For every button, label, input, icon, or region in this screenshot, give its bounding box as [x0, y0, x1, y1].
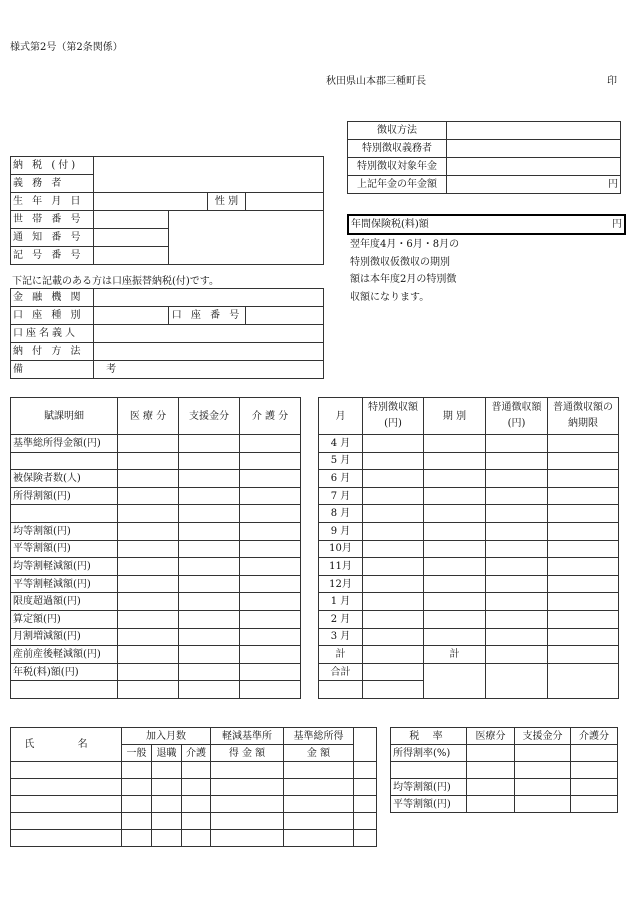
- cell[interactable]: [548, 435, 619, 453]
- member-row: [11, 779, 377, 796]
- base-income-header-2: 金 額: [284, 745, 354, 762]
- assessment-row-label: 産前産後軽減額(円): [11, 646, 118, 664]
- cell[interactable]: [122, 779, 152, 796]
- bank-table: [10, 288, 324, 379]
- blank-header: [354, 728, 377, 762]
- cell[interactable]: [424, 575, 486, 593]
- assessment-table: [10, 397, 301, 699]
- notice-line: 翌年度4月・6月・8月の: [350, 239, 460, 250]
- cell[interactable]: [179, 558, 240, 576]
- cell[interactable]: [486, 628, 548, 646]
- seal-mark: 印: [607, 76, 617, 87]
- birth-date-value[interactable]: [94, 193, 208, 211]
- cell[interactable]: [363, 558, 424, 576]
- month-label: 3 月: [319, 628, 363, 646]
- rate-support-header: 支援金分: [515, 728, 571, 745]
- month-label: 2 月: [319, 610, 363, 628]
- cell[interactable]: [240, 628, 301, 646]
- cell[interactable]: [548, 593, 619, 611]
- cell[interactable]: [118, 435, 179, 453]
- collection-info-table: [347, 121, 621, 194]
- collection-row: [348, 158, 621, 176]
- payment-method-label: 納 付 方 法: [11, 343, 94, 361]
- special-amount-header: 特別徴収額 (円): [363, 398, 424, 435]
- institution-value[interactable]: [94, 289, 324, 307]
- pension-amount-label: 上記年金の年金額: [348, 176, 447, 194]
- cell[interactable]: [118, 593, 179, 611]
- cell[interactable]: [424, 452, 486, 470]
- cell[interactable]: [182, 796, 211, 813]
- month-label: 7 月: [319, 487, 363, 505]
- assessment-row-label: 平等割軽減額(円): [11, 575, 118, 593]
- cell[interactable]: [424, 593, 486, 611]
- cell[interactable]: [284, 830, 354, 847]
- cell[interactable]: [515, 745, 571, 762]
- cell[interactable]: [118, 505, 179, 523]
- notice-line: 額は本年度2月の特別徴: [350, 274, 457, 285]
- cell[interactable]: [122, 813, 152, 830]
- payer-label-2: 義 務 者: [11, 175, 94, 193]
- cell[interactable]: [571, 796, 618, 813]
- cell[interactable]: [11, 813, 122, 830]
- cell[interactable]: [179, 452, 240, 470]
- collection-row: [348, 140, 621, 158]
- month-label: 10月: [319, 540, 363, 558]
- cell[interactable]: [486, 663, 548, 698]
- reduction-base-header: 軽減基準所: [211, 728, 284, 745]
- cell[interactable]: [363, 593, 424, 611]
- remarks-label: 備 考: [11, 361, 94, 379]
- rate-row-label: 平等割額(円): [391, 796, 467, 813]
- cell[interactable]: [424, 663, 486, 698]
- cell[interactable]: [363, 681, 424, 699]
- withholder-value[interactable]: [447, 140, 621, 158]
- reduction-base-header-2: 得 金 額: [211, 745, 284, 762]
- account-number-value[interactable]: [246, 307, 324, 325]
- medical-header: 医 療 分: [118, 398, 179, 435]
- cell[interactable]: [424, 610, 486, 628]
- cell[interactable]: [122, 830, 152, 847]
- cell[interactable]: [319, 681, 363, 699]
- cell[interactable]: [152, 779, 182, 796]
- cell[interactable]: [179, 435, 240, 453]
- cell[interactable]: [240, 663, 301, 681]
- cell[interactable]: [211, 762, 284, 779]
- rate-care-header: 介護分: [571, 728, 618, 745]
- month-label: 9 月: [319, 522, 363, 540]
- payer-label: 納 税 (付): [11, 157, 94, 175]
- month-label: 11月: [319, 558, 363, 576]
- cell[interactable]: [179, 610, 240, 628]
- cell[interactable]: [179, 663, 240, 681]
- month-label: 8 月: [319, 505, 363, 523]
- cell[interactable]: [182, 830, 211, 847]
- member-row: [11, 813, 377, 830]
- cell[interactable]: [571, 779, 618, 796]
- member-row: [11, 830, 377, 847]
- cell[interactable]: [548, 540, 619, 558]
- assessment-row-label: 算定額(円): [11, 610, 118, 628]
- cell[interactable]: [548, 558, 619, 576]
- annual-amount-box: [347, 214, 626, 235]
- assessment-row-label: [11, 505, 118, 523]
- enrollment-months-header: 加入月数: [122, 728, 211, 745]
- cell[interactable]: [11, 762, 122, 779]
- assessment-row-label: 平等割額(円): [11, 540, 118, 558]
- cell[interactable]: [240, 593, 301, 611]
- support-header: 支援金分: [179, 398, 240, 435]
- record-number-value[interactable]: [94, 247, 169, 265]
- cell[interactable]: [515, 779, 571, 796]
- cell[interactable]: [179, 522, 240, 540]
- assessment-row-label: [11, 452, 118, 470]
- cell[interactable]: [240, 558, 301, 576]
- cell[interactable]: [118, 646, 179, 664]
- cell[interactable]: [118, 558, 179, 576]
- cell[interactable]: [182, 762, 211, 779]
- household-number-label: 世 帯 番 号: [11, 211, 94, 229]
- cell[interactable]: [179, 628, 240, 646]
- cell[interactable]: [211, 779, 284, 796]
- cell[interactable]: [424, 470, 486, 488]
- assessment-row-label: 年税(料)額(円): [11, 663, 118, 681]
- assessment-row-label: 所得割額(円): [11, 487, 118, 505]
- assessment-row-label: 被保険者数(人): [11, 470, 118, 488]
- collection-method-value[interactable]: [447, 122, 621, 140]
- notice-number-value[interactable]: [94, 229, 169, 247]
- assessment-row-label: 月割増減額(円): [11, 628, 118, 646]
- cell[interactable]: [486, 540, 548, 558]
- cell[interactable]: [424, 435, 486, 453]
- rate-row-label: 所得割率(%): [391, 745, 467, 762]
- cell[interactable]: [363, 575, 424, 593]
- notice-line: 特別徴収仮徴収の期別: [350, 256, 450, 268]
- cell[interactable]: [284, 779, 354, 796]
- annual-amount-value[interactable]: 円: [612, 219, 622, 230]
- cell[interactable]: [179, 470, 240, 488]
- collection-row: [348, 122, 621, 140]
- assessment-row-label: [11, 681, 118, 699]
- cell[interactable]: [284, 796, 354, 813]
- care-header: 介 護 分: [240, 398, 301, 435]
- cell[interactable]: [548, 628, 619, 646]
- cell[interactable]: [211, 796, 284, 813]
- cell[interactable]: [118, 575, 179, 593]
- cell[interactable]: [152, 813, 182, 830]
- cell[interactable]: [11, 796, 122, 813]
- cell[interactable]: [118, 452, 179, 470]
- member-row: [11, 796, 377, 813]
- cell[interactable]: [354, 830, 377, 847]
- cell[interactable]: [152, 762, 182, 779]
- due-date-header: 普通徴収額の 納期限: [548, 398, 619, 435]
- cell[interactable]: [179, 575, 240, 593]
- cell[interactable]: [240, 575, 301, 593]
- assessment-row-label: 基準総所得金額(円): [11, 435, 118, 453]
- cell[interactable]: [211, 813, 284, 830]
- notice-number-label: 通 知 番 号: [11, 229, 94, 247]
- cell[interactable]: [211, 830, 284, 847]
- rate-row-label: 均等割額(円): [391, 779, 467, 796]
- taxpayer-table: [10, 156, 324, 265]
- cell[interactable]: [363, 505, 424, 523]
- cell[interactable]: [11, 779, 122, 796]
- cell[interactable]: [363, 435, 424, 453]
- cell[interactable]: [548, 470, 619, 488]
- cell[interactable]: [548, 646, 619, 664]
- birth-date-label: 生 年 月 日: [11, 193, 94, 211]
- cell[interactable]: [363, 628, 424, 646]
- withholder-label: 特別徴収義務者: [348, 140, 447, 158]
- account-holder-value[interactable]: [94, 325, 324, 343]
- cell[interactable]: [240, 452, 301, 470]
- gender-value[interactable]: [246, 193, 324, 211]
- record-number-label: 記 号 番 号: [11, 247, 94, 265]
- collection-method-label: 徴収方法: [348, 122, 447, 140]
- cell[interactable]: [571, 745, 618, 762]
- payer-value[interactable]: [94, 157, 324, 193]
- assessment-row-label: 限度超過額(円): [11, 593, 118, 611]
- month-header: 月: [319, 398, 363, 435]
- cell[interactable]: [515, 796, 571, 813]
- cell[interactable]: [152, 830, 182, 847]
- members-table: [10, 727, 377, 847]
- schedule-table: [318, 397, 619, 699]
- cell[interactable]: [240, 646, 301, 664]
- payment-method-value[interactable]: [94, 343, 324, 361]
- cell[interactable]: [486, 558, 548, 576]
- cell[interactable]: [548, 505, 619, 523]
- rate-row-label: [391, 762, 467, 779]
- bank-transfer-note: 下記に記載のある方は口座振替納税(付)です。: [12, 276, 220, 287]
- pension-amount-value[interactable]: 円: [447, 176, 621, 194]
- cell[interactable]: [548, 575, 619, 593]
- period-total-label: 計: [424, 646, 486, 664]
- cell[interactable]: [284, 813, 354, 830]
- cell[interactable]: [179, 505, 240, 523]
- cell[interactable]: [179, 646, 240, 664]
- annual-amount-label: 年間保険税(料)額: [351, 219, 429, 230]
- cell[interactable]: [354, 796, 377, 813]
- cell[interactable]: [182, 813, 211, 830]
- cell[interactable]: [486, 470, 548, 488]
- general-subheader: 一般: [122, 745, 152, 762]
- base-income-header: 基準総所得: [284, 728, 354, 745]
- cell[interactable]: [486, 452, 548, 470]
- cell[interactable]: [240, 681, 301, 699]
- account-type-value[interactable]: [94, 307, 169, 325]
- cell[interactable]: [240, 470, 301, 488]
- cell[interactable]: [122, 796, 152, 813]
- rate-header: 税 率: [391, 728, 467, 745]
- cell[interactable]: [467, 796, 515, 813]
- cell[interactable]: [118, 470, 179, 488]
- cell[interactable]: [486, 646, 548, 664]
- cell[interactable]: [571, 762, 618, 779]
- cell[interactable]: [118, 540, 179, 558]
- cell[interactable]: [179, 487, 240, 505]
- cell[interactable]: [240, 505, 301, 523]
- cell[interactable]: [179, 540, 240, 558]
- cell[interactable]: [486, 610, 548, 628]
- cell[interactable]: [179, 593, 240, 611]
- cell[interactable]: [424, 487, 486, 505]
- cell[interactable]: [354, 813, 377, 830]
- member-row: [11, 762, 377, 779]
- assessment-row-label: 均等割軽減額(円): [11, 558, 118, 576]
- cell[interactable]: [424, 540, 486, 558]
- cell[interactable]: [152, 796, 182, 813]
- cell[interactable]: [486, 435, 548, 453]
- cell[interactable]: [240, 487, 301, 505]
- month-label: 6 月: [319, 470, 363, 488]
- notice-text: [350, 236, 459, 306]
- cell[interactable]: [240, 522, 301, 540]
- cell[interactable]: [363, 610, 424, 628]
- cell[interactable]: [363, 522, 424, 540]
- cell[interactable]: [467, 762, 515, 779]
- care-subheader: 介護: [182, 745, 211, 762]
- cell[interactable]: [11, 830, 122, 847]
- gender-label: 性 別: [208, 193, 246, 211]
- assessment-row-label: 均等割額(円): [11, 522, 118, 540]
- target-pension-label: 特別徴収対象年金: [348, 158, 447, 176]
- cell[interactable]: [122, 762, 152, 779]
- cell[interactable]: [363, 646, 424, 664]
- cell[interactable]: [424, 628, 486, 646]
- cell[interactable]: [486, 522, 548, 540]
- cell[interactable]: [240, 435, 301, 453]
- cell[interactable]: [118, 522, 179, 540]
- cell[interactable]: [424, 558, 486, 576]
- retired-subheader: 退職: [152, 745, 182, 762]
- period-header: 期 別: [424, 398, 486, 435]
- cell[interactable]: [548, 487, 619, 505]
- assessment-header: 賦課明細: [11, 398, 118, 435]
- cell[interactable]: [548, 522, 619, 540]
- cell[interactable]: [118, 487, 179, 505]
- cell[interactable]: [118, 628, 179, 646]
- month-label: 4 月: [319, 435, 363, 453]
- household-number-value[interactable]: [94, 211, 169, 229]
- cell[interactable]: [363, 452, 424, 470]
- regular-amount-header: 普通徴収額 (円): [486, 398, 548, 435]
- account-type-label: 口 座 種 別: [11, 307, 94, 325]
- name-header: 氏 名: [11, 728, 122, 762]
- issuer-name: 秋田県山本郡三種町長: [326, 76, 426, 87]
- cell[interactable]: [548, 452, 619, 470]
- target-pension-value[interactable]: [447, 158, 621, 176]
- cell[interactable]: [363, 540, 424, 558]
- cell[interactable]: [240, 540, 301, 558]
- cell[interactable]: [486, 593, 548, 611]
- cell[interactable]: [240, 610, 301, 628]
- form-number: 様式第2号（第2条関係）: [10, 42, 123, 53]
- cell[interactable]: [118, 610, 179, 628]
- cell[interactable]: [424, 522, 486, 540]
- taxpayer-blank: [169, 211, 324, 265]
- month-total-label: 計: [319, 646, 363, 664]
- rate-medical-header: 医療分: [467, 728, 515, 745]
- account-holder-label: 口座名義人: [11, 325, 94, 343]
- month-label: 5 月: [319, 452, 363, 470]
- cell[interactable]: [467, 745, 515, 762]
- cell[interactable]: [363, 663, 424, 681]
- month-label: 1 月: [319, 593, 363, 611]
- cell[interactable]: [363, 487, 424, 505]
- account-number-label: 口 座 番 号: [169, 307, 246, 325]
- cell[interactable]: [486, 505, 548, 523]
- cell[interactable]: [548, 610, 619, 628]
- cell[interactable]: [182, 779, 211, 796]
- cell[interactable]: [354, 779, 377, 796]
- cell[interactable]: [548, 663, 619, 698]
- rates-table: [390, 727, 618, 813]
- cell[interactable]: [486, 487, 548, 505]
- cell[interactable]: [179, 681, 240, 699]
- notice-line: 収額になります。: [350, 291, 430, 303]
- grand-total-label: 合計: [319, 663, 363, 681]
- cell[interactable]: [424, 505, 486, 523]
- cell[interactable]: [486, 575, 548, 593]
- institution-label: 金 融 機 関: [11, 289, 94, 307]
- collection-row: [348, 176, 621, 194]
- cell[interactable]: [118, 663, 179, 681]
- cell[interactable]: [354, 762, 377, 779]
- month-label: 12月: [319, 575, 363, 593]
- cell[interactable]: [284, 762, 354, 779]
- cell[interactable]: [515, 762, 571, 779]
- cell[interactable]: [467, 779, 515, 796]
- cell[interactable]: [118, 681, 179, 699]
- cell[interactable]: [363, 470, 424, 488]
